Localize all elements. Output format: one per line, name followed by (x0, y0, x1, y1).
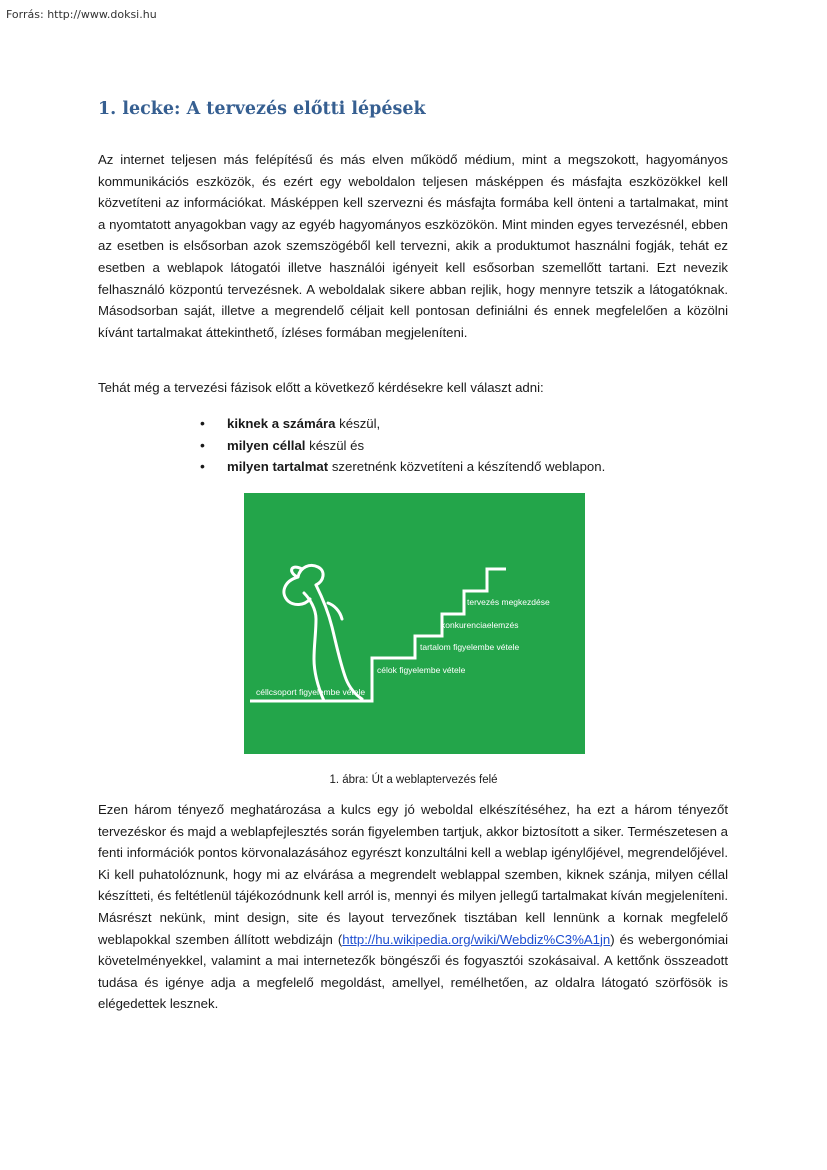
person-figure (284, 565, 362, 701)
step-label: konkurenciaelemzés (441, 620, 519, 630)
lesson-heading: 1. lecke: A tervezés előtti lépések (98, 99, 426, 119)
questions-intro: Tehát még a tervezési fázisok előtt a következő kérdésekre kell választ adni: (98, 380, 544, 395)
step-label: célok figyelembe vétele (377, 665, 466, 675)
conclusion-paragraph: Ezen három tényező meghatározása a kulcs egy jó weboldal elkészítéséhez, ha ezt a három tényezőt tervezéskor és majd a weblapfejlesztés során figyelemben tartjuk, akkor biztosított a siker. Természetesen a fenti információk pontos körvonalazásához egyrészt konzultálni kell a weblap igénylőjével, megrendelőjével. Ki kell puhatolóznunk, hogy mi az elvárása a megrendelt weblappal szemben, kiknek szánja, milyen céllal készítteti, és feltétlenül tájékozódnunk kell arról is, mennyi és milyen jellegű tartalmakat kíván megjeleníteni. Másrészt nekünk, mint design, site és layout tervezőnek tisztában kell lennünk a kornak megfelelő weblapokkal szemben állított webdizájn (http://hu.wikipedia.org/wiki/Webdiz%C3%A1jn) és webergonómiai követelményekkel, valamint a mai internetezők böngészői és fogyasztói szokásaival. A kettőnk összeadott tudása és igénye adja a megfelelő megoldást, amellyel, remélhetően, az oldalra látogató szörfösök is elégedettek lesznek. (98, 802, 728, 1012)
intro-paragraph: Az internet teljesen más felépítésű és más elven működő médium, mint a megszokott, hagyományos kommunikációs eszközök, és ezért egy weboldalon teljesen másképpen és másfajta eszközökkel kell közvetíteni az információkat. Másképpen kell szervezni és másfajta formába kell önteni a tartalmakat, mint a nyomtatott anyagokban vagy az egyéb hagyományos eszközökön. Mint minden egyes tervezésnél, ebben az esetben is elsősorban azok szemszögéből kell tervezni, akik a produktumot használni fogják, tehát ez esetben a weblapok látogatói illetve használói igényeit kell esősorban szemellőtt tartani. Ezt nevezik felhasználó központú tervezésnek. A weboldalak sikere abban rejlik, hogy mennyre tetszik a látogatóknak. Másodsorban saját, illetve a megrendelő céljait kell pontosan definiálni és ennek megfelelően a közölni kívánt tartalmakat áttekinthető, ízléses formában megjeleníteni. (98, 152, 728, 340)
list-item: • milyen céllal készül és (200, 435, 605, 457)
list-item: • kiknek a számára készül, (200, 413, 605, 435)
step-label: tervezés megkezdése (467, 597, 550, 607)
staircase-illustration (244, 493, 585, 754)
wikipedia-link[interactable]: http://hu.wikipedia.org/wiki/Webdiz%C3%A1jn (342, 931, 611, 947)
question-list (200, 413, 605, 478)
source-label: Forrás: http://www.doksi.hu (6, 8, 157, 21)
list-item: • milyen tartalmat szeretnénk közvetíteni a készítendő weblapon. (200, 456, 605, 478)
web-design-path-figure (244, 493, 585, 754)
step-label: tartalom figyelembe vétele (420, 642, 520, 652)
step-label: céllcsoport figyelembe vétele (256, 687, 366, 697)
figure-caption: 1. ábra: Út a weblaptervezés felé (329, 774, 498, 786)
staircase-line (250, 569, 506, 701)
